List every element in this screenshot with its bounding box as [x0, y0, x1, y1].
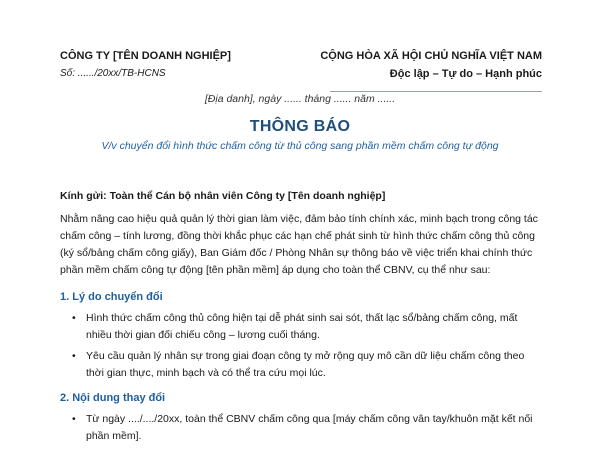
place-date-line: [Địa danh], ngày ...... tháng ...... năm ...... — [204, 93, 396, 105]
list-item — [72, 348, 544, 382]
reason-list — [60, 310, 544, 382]
header-divider — [330, 91, 542, 92]
company-name: CÔNG TY [TÊN DOANH NGHIỆP] — [60, 50, 231, 62]
addressee-label: Kính gửi: — [60, 190, 107, 202]
national-motto: Độc lập – Tự do – Hạnh phúc — [389, 68, 542, 80]
section-heading-reason: 1. Lý do chuyển đổi — [60, 291, 163, 303]
section-heading-changes: 2. Nội dung thay đổi — [60, 392, 166, 404]
document-subtitle: V/v chuyển đổi hình thức chấm công từ thủ công sang phần mềm chấm công tự động — [101, 140, 499, 152]
national-header — [320, 48, 542, 82]
list-item — [72, 310, 544, 344]
intro-paragraph: Nhằm nâng cao hiệu quả quản lý thời gian làm việc, đảm bảo tính chính xác, minh bạch trong công tác chấm công – tính lương, đồng thời khắc phục các hạn chế phát sinh từ hình thức chấm công thủ công (ký sổ/bảng chấm công giấy), Ban Giám đốc / Phòng Nhân sự thông báo về việc triển khai chính thức phần mềm chấm công tự động [tên phần mềm] áp dụng cho toàn thể CBNV, cụ thể như sau: — [60, 213, 538, 276]
document-title: THÔNG BÁO — [249, 118, 351, 135]
list-item-text: Yêu cầu quản lý nhân sự trong giai đoạn công ty mở rộng quy mô cần dữ liệu chấm công theo thời gian thực, minh bạch và có thể tra cứu mọi lúc. — [86, 350, 525, 379]
document-body — [60, 188, 544, 453]
list-item-text: Hình thức chấm công thủ công hiện tại dễ phát sinh sai sót, thất lạc sổ/bảng chấm công, mất nhiều thời gian đối chiếu công – lương cuối tháng. — [86, 312, 518, 341]
bullet-icon: • — [72, 312, 76, 324]
bullet-icon: • — [72, 350, 76, 362]
company-header — [60, 48, 231, 82]
list-item-text: Từ ngày ..../..../20xx, toàn thể CBNV chấm công qua [máy chấm công vân tay/khuôn mặt kết nối phần mềm]. — [86, 413, 533, 442]
addressee-line — [60, 188, 544, 205]
national-title: CỘNG HÒA XÃ HỘI CHỦ NGHĨA VIỆT NAM — [320, 50, 542, 62]
bullet-icon: • — [72, 413, 76, 425]
addressee-value: Toàn thể Cán bộ nhân viên Công ty [Tên doanh nghiệp] — [109, 190, 386, 202]
changes-list — [60, 411, 544, 445]
list-item — [72, 411, 544, 445]
document-number: Số: ....../20xx/TB-HCNS — [60, 68, 166, 79]
